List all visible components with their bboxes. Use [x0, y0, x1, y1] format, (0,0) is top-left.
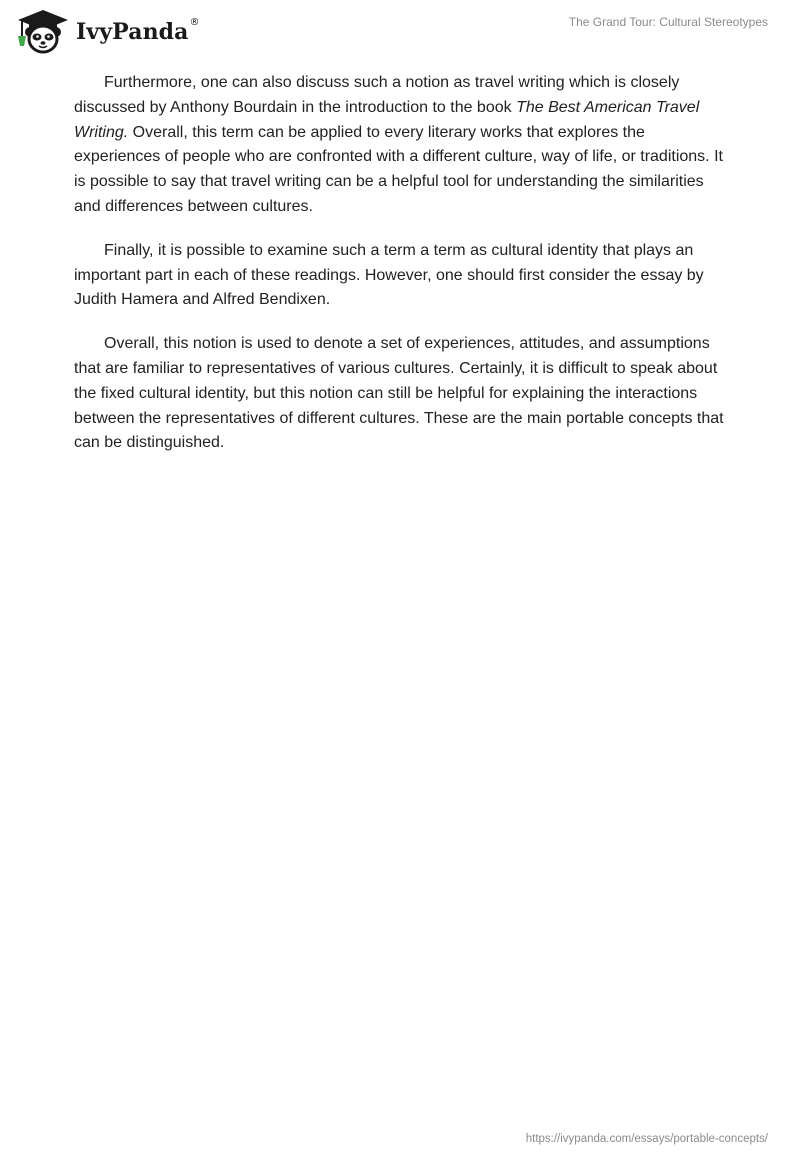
paragraph-1-text-b: Overall, this term can be applied to every literary works that explores the experiences of people who are confronted with a different culture, way of life, or traditions. It is possible to say that travel writing can be a helpful tool for understanding the similarities and differences between cultures.	[74, 123, 723, 215]
page-header	[0, 0, 800, 60]
paragraph-cultural-identity: Finally, it is possible to examine such a term a term as cultural identity that plays an important part in each of these readings. However, one should first consider the essay by Judith Hamera and Alfred Bendixen.	[74, 241, 704, 309]
essay-body	[74, 71, 724, 475]
logo-wordmark: IvyPanda	[76, 19, 189, 45]
ivypanda-logo-link[interactable]	[14, 8, 200, 54]
source-url[interactable]: https://ivypanda.com/essays/portable-concepts/	[525, 1133, 768, 1145]
document-title: The Grand Tour: Cultural Stereotypes	[568, 15, 768, 29]
book-title: The Best American Travel Writing.	[74, 98, 700, 141]
paragraph-travel-writing	[74, 71, 724, 220]
registered-mark: ®	[189, 16, 200, 28]
paragraph-conclusion: Overall, this notion is used to denote a set of experiences, attitudes, and assumptions that are familiar to representatives of various cultures. Certainly, it is difficult to speak about the fixed cultural identity, but this notion can still be helpful for explaining the interactions between the representatives of different cultures. These are the main portable concepts that can be distinguished.	[74, 335, 724, 452]
paragraph-1-text-a: Furthermore, one can also discuss such a notion as travel writing which is closely discussed by Anthony Bourdain in the introduction to the book	[74, 74, 680, 116]
panda-graduate-icon	[14, 8, 72, 54]
